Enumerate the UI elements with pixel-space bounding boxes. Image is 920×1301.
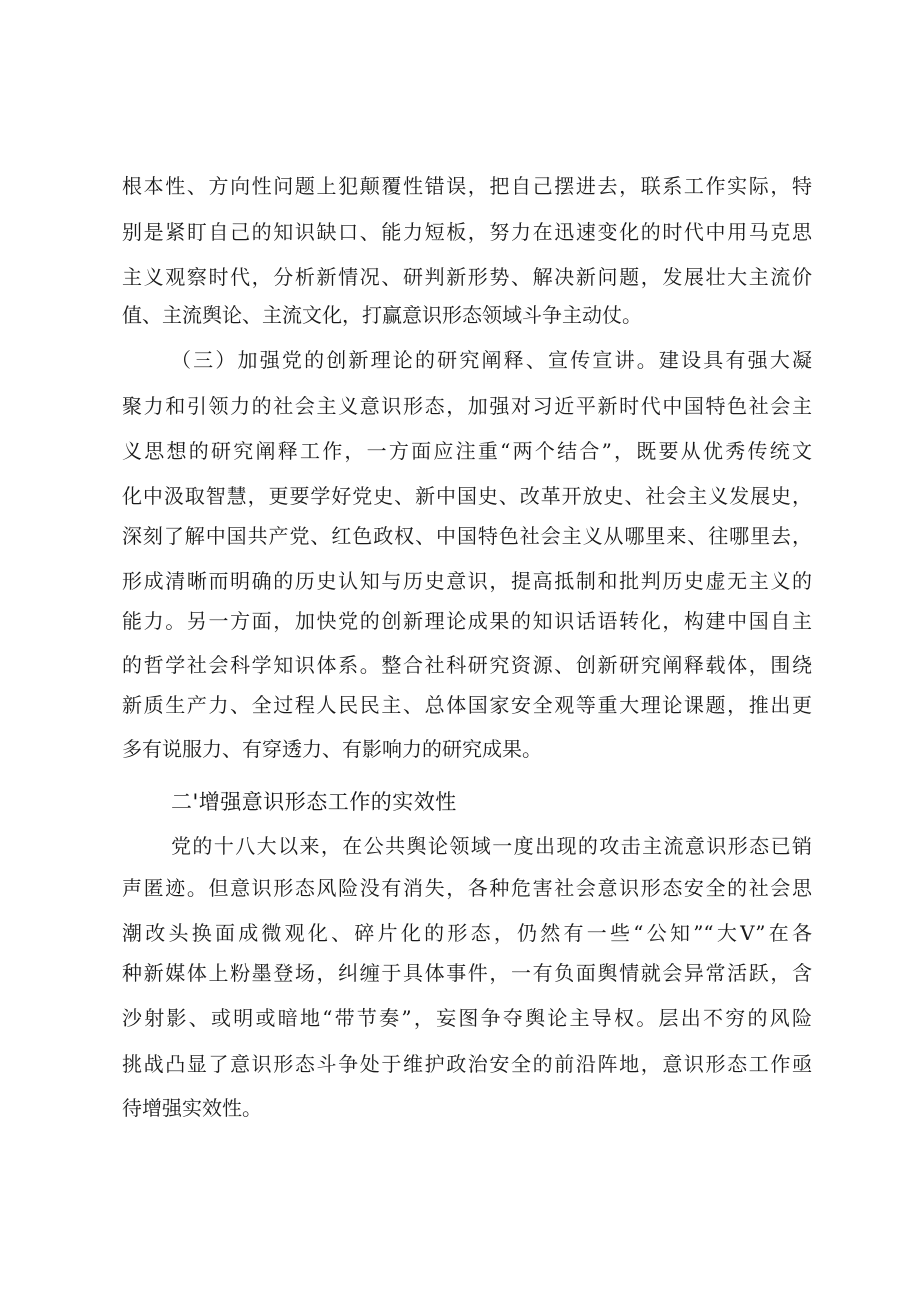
paragraph-2-line: 的哲学社会科学知识体系。整合社科研究资源、创新研究阐释载体，围绕 (122, 653, 812, 677)
paragraph-3-line: 潮改头换面成微观化、碎片化的形态，仍然有一些“公知”“大V”在各 (122, 921, 812, 945)
paragraph-3-line: 种新媒体上粉墨登场，纠缠于具体事件，一有负面舆情就会异常活跃，含 (122, 961, 812, 985)
paragraph-1-line: 根本性、方向性问题上犯颠覆性错误，把自己摆进去，联系工作实际，特 (122, 174, 812, 198)
paragraph-1-line: 值、主流舆论、主流文化，打赢意识形态领域斗争主动仗。 (122, 303, 642, 327)
paragraph-2-line: 新质生产力、全过程人民民主、总体国家安全观等重大理论课题，推出更 (122, 693, 812, 717)
paragraph-2-line: 义思想的研究阐释工作，一方面应注重“两个结合”，既要从优秀传统文 (122, 439, 812, 463)
paragraph-2-line: 深刻了解中国共产党、红色政权、中国特色社会主义从哪里来、往哪里去， (122, 524, 812, 548)
paragraph-2-line: 化中汲取智慧，更要学好党史、新中国史、改革开放史、社会主义发展史， (122, 484, 812, 508)
paragraph-2-line: 聚力和引领力的社会主义意识形态，加强对习近平新时代中国特色社会主 (122, 394, 812, 418)
paragraph-2-line: 形成清晰而明确的历史认知与历史意识，提高抵制和批判历史虚无主义的 (122, 569, 812, 593)
paragraph-3-line: 待增强实效性。 (122, 1096, 262, 1120)
paragraph-2-line: 能力。另一方面，加快党的创新理论成果的知识话语转化，构建中国自主 (122, 609, 812, 633)
paragraph-2-line: （三）加强党的创新理论的研究阐释、宣传宣讲。建设具有强大凝 (171, 348, 812, 372)
paragraph-3-line: 挑战凸显了意识形态斗争处于维护政治安全的前沿阵地，意识形态工作亟 (122, 1052, 812, 1076)
section-heading: 二'增强意识形态工作的实效性 (171, 790, 457, 814)
paragraph-1-line: 别是紧盯自己的知识缺口、能力短板，努力在迅速变化的时代中用马克思 (122, 220, 812, 244)
paragraph-1-line: 主义观察时代，分析新情况、研判新形势、解决新问题，发展壮大主流价 (122, 265, 812, 289)
paragraph-3-line: 党的十八大以来，在公共舆论领域一度出现的攻击主流意识形态已销 (171, 834, 812, 858)
paragraph-3-line: 沙射影、或明或暗地“带节奏”，妄图争夺舆论主导权。层出不穷的风险 (122, 1006, 812, 1030)
paragraph-3-line: 声匿迹。但意识形态风险没有消失，各种危害社会意识形态安全的社会思 (122, 876, 812, 900)
paragraph-2-line: 多有说服力、有穿透力、有影响力的研究成果。 (122, 737, 542, 761)
